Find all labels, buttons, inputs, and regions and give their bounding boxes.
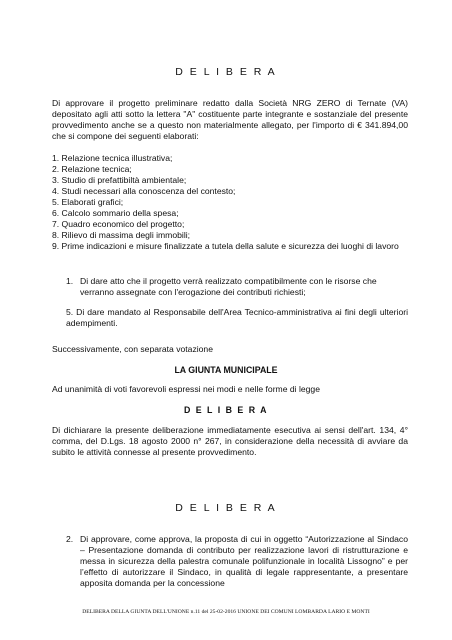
list-item: 1. Relazione tecnica illustrativa; [52,153,173,163]
list-item: 5. Elaborati grafici; [52,197,124,207]
point-number: 2. [66,534,74,544]
giunta-title: LA GIUNTA MUNICIPALE [174,365,278,375]
separate-vote-text: Successivamente, con separata votazione [52,344,213,354]
list-item: 9. Prime indicazioni e misure finalizzate a tutela della salute e sicurezza dei luoghi di lavoro [52,241,399,251]
page-footer: DELIBERA DELLA GIUNTA DELL'UNIONE n.11 del 25-02-2016 UNIONE DEI COMUNI LOMBARDA LARIO E MONTI [82,609,370,615]
delibera-heading: D E L I B E R A [175,66,277,78]
list-item: 8. Rilievo di massima degli immobili; [52,230,191,240]
point-text: Di dare atto che il progetto verrà realizzato compatibilmente con le risorse che verranno assegnate con l'erogazione dei contributi richiesti; [80,276,377,297]
point-text: Di approvare, come approva, la proposta di cui in oggetto “Autorizzazione al Sindaco – Presentazione domanda di contributo per realizzazione lavori di ristrutturazione e messa in sicurezza della palestra comunale polifunzionale in località Lissogno” e per l’effetto di autorizzare il Sindaco, in qualità di legale rappresentante, a presentare apposita domanda per la concessione [80,534,408,588]
list-item: 3. Studio di prefattibiltà ambientale; [52,175,187,185]
point-2 [52,534,408,590]
delibera-bold-heading: D E L I B E R A [183,405,269,415]
list-item: 6. Calcolo sommario della spesa; [52,208,179,218]
intro-paragraph: Di approvare il progetto preliminare redatto dalla Società NRG ZERO di Ternate (VA) depositato agli atti sotto la lettera "A" costituente parte integrante e sostanziale del presente provvedimento anche se a questo non materialmente allegato, per l'importo di € 341.894,00 che si compone dei seguenti elaborati: [52,98,408,141]
unanimity-text: Ad unanimità di voti favorevoli espressi nei modi e nelle forme di legge [52,384,320,394]
elaborati-list [52,153,422,252]
list-item: 2. Relazione tecnica; [52,164,132,174]
list-item: 7. Quadro economico del progetto; [52,219,185,229]
delibera-heading-2: D E L I B E R A [175,502,277,514]
point-5: 5. Di dare mandato al Responsabile dell'Area Tecnico-amministrativa ai fini degli ulteriori adempimenti. [66,307,408,328]
immediate-execution-paragraph: Di dichiarare la presente deliberazione immediatamente esecutiva ai sensi dell'art. 134, 4° comma, del D.Lgs. 18 agosto 2000 n° 267, in considerazione della necessità di avviare da subito le attività connesse al presente provvedimento. [52,425,408,457]
list-item: 4. Studi necessari alla conoscenza del contesto; [52,186,236,196]
point-1 [52,276,408,300]
point-number: 1. [66,276,74,286]
